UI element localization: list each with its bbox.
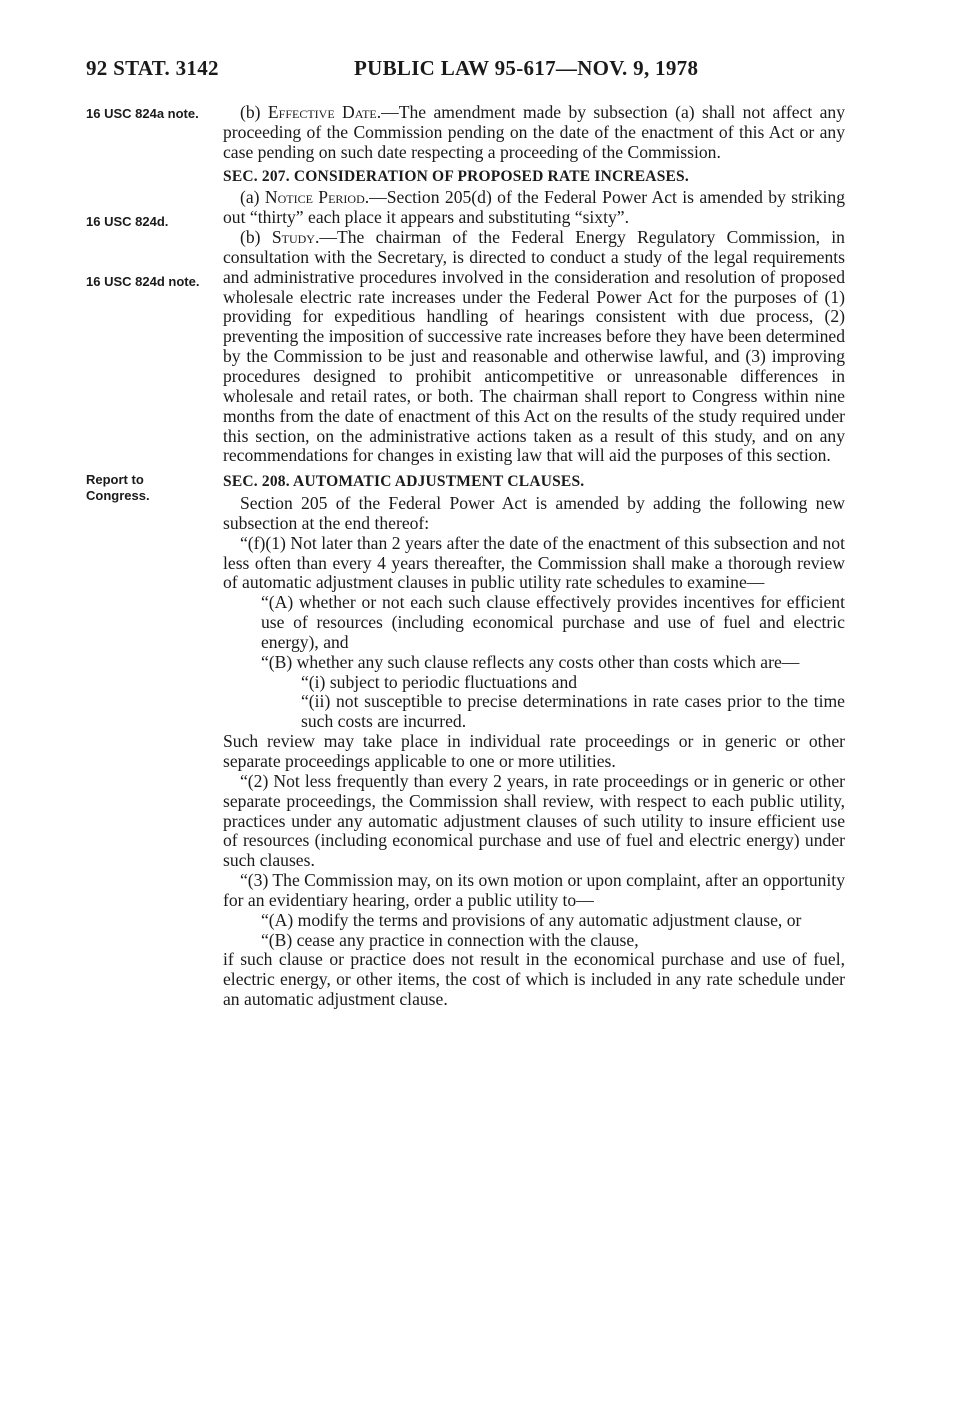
sec206-b-text: —The amendment made by subsection (a) shall not affect any proceeding of the Commission pending on the date of the enactment of this Act or any case pending on such date respecting a proceeding of the Commission. [223,102,845,162]
margin-note-824d: 16 USC 824d. [86,214,169,229]
sec207-b-label: (b) [240,227,272,248]
sec207-a-label: (a) [240,187,265,208]
sec207-b-text: —The chairman of the Federal Energy Regulatory Commission, in consultation with the Secretary, is directed to conduct a study of the legal requirements and administrative procedures involved in the consideration and resolution of proposed wholesale electric rate increases under the Federal Power Act for the purposes of (1) providing for expeditious handling of hearings consistent with due process, (2) preventing the imposition of successive rate increases before they have been determined by the Commission to be just and reasonable and otherwise lawful, and (3) improving procedures designed to prohibit anticompetitive or unreasonable differences in wholesale and retail rates, or both. The chairman shall report to Congress within nine months from the date of enactment of this Act on the results of the study required under this section, on the administrative actions taken as a result of this study, and on any recommendations for changes in existing law that will aid the purposes of this section. [223,227,845,466]
sec207-a-text: —Section 205(d) of the Federal Power Act is amended by striking out “thirty” each place it appears and substituting “sixty”. [223,187,845,228]
sec207-heading: SEC. 207. CONSIDERATION OF PROPOSED RATE INCREASES. [223,167,689,185]
sec208-f1-B: “(B) whether any such clause reflects any costs other than costs which are— [261,651,800,672]
sec208-f1-tail: Such review may take place in individual rate proceedings or in generic or other separate proceedings applicable to one or more utilities. [223,731,845,771]
sec207-b-paragraph [223,228,845,466]
body-text [223,103,845,1010]
sec206-b-paragraph [223,103,845,163]
sec206-b-label: (b) [240,102,268,122]
sec208-f2: “(2) Not less frequently than every 2 years, in rate proceedings or in generic or other separate proceedings, the Commission shall review, with respect to each public utility, practices under any automatic adjustment clauses of such utility to insure efficient use of resources (including economical purchase and use of fuel and electric energy) under such clauses. [223,770,845,871]
sec208-f1-B-i: “(i) subject to periodic fluctuations and [301,671,578,692]
margin-note-824d-note: 16 USC 824d note. [86,274,200,289]
running-header-title: PUBLIC LAW 95-617—NOV. 9, 1978 [354,56,699,80]
sec207-b-heading: Study. [271,227,320,248]
sec207-a-heading: Notice Period. [264,187,370,208]
margin-note-report: Report to Congress. [86,472,150,503]
sec208-f3-tail: if such clause or practice does not result in the economical purchase and use of fuel, electric energy, or other items, the cost of which is included in any rate schedule under an automatic adjustment clause. [223,949,845,1010]
sec208-f3: “(3) The Commission may, on its own motion or upon complaint, after an opportunity for an evidentiary hearing, order a public utility to— [223,870,845,910]
sec208-f3-B: “(B) cease any practice in connection with the clause, [261,929,639,950]
sec208-heading: SEC. 208. AUTOMATIC ADJUSTMENT CLAUSES. [223,473,585,491]
margin-note-824a: 16 USC 824a note. [86,106,199,121]
sec208-f1: “(f)(1) Not later than 2 years after the date of the enactment of this subsection and not less often than every 4 years thereafter, the Commission shall make a thorough review of automatic adjustment clauses in public utility rate schedules to examine— [223,532,845,593]
sec208-f3-A: “(A) modify the terms and provisions of any automatic adjustment clause, or [261,909,802,930]
sec208-f1-B-ii: “(ii) not susceptible to precise determinations in rate cases prior to the time such costs are incurred. [301,691,845,732]
sec208-intro: Section 205 of the Federal Power Act is amended by adding the following new subsection at the end thereof: [223,493,845,533]
stat-page-number: 92 STAT. 3142 [86,56,219,80]
sec206-b-heading: Effective Date. [267,102,382,122]
sec208-f1-A: “(A) whether or not each such clause effectively provides incentives for efficient use of resources (including economical purchase and use of fuel and electric energy), and [261,592,845,652]
sec207-a-paragraph [223,188,845,228]
